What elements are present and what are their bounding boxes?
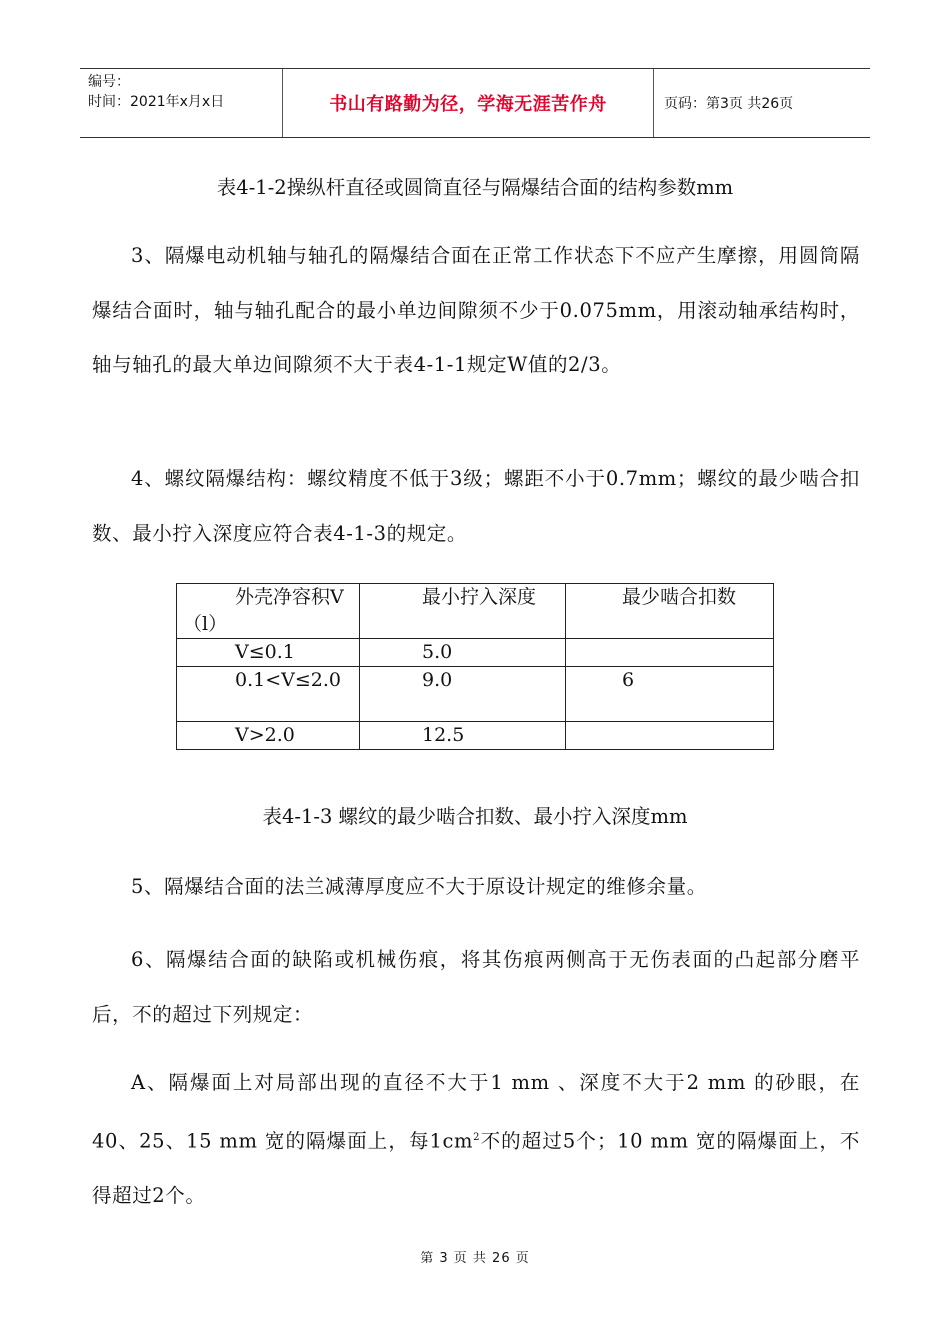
paragraph-a bbox=[92, 1056, 860, 1223]
header-motto: 书山有路勤为径，学海无涯苦作舟 bbox=[283, 69, 654, 137]
paragraph-a-part2: 不的超过5个；10 mm 宽的隔爆面上，不得超过2个。 bbox=[92, 1129, 860, 1207]
cell-threads: 6 bbox=[566, 667, 774, 722]
table-row bbox=[177, 722, 774, 750]
header-page-code: 页码：第3页 共26页 bbox=[664, 96, 794, 112]
header-volume: 外壳净容积V（l） bbox=[177, 584, 360, 639]
time-label: 时间：2021年x月x日 bbox=[88, 94, 225, 110]
header-threads: 最少啮合扣数 bbox=[566, 584, 774, 639]
paragraph-5: 5、隔爆结合面的法兰减薄厚度应不大于原设计规定的维修余量。 bbox=[131, 875, 707, 898]
page-footer: 第 3 页 共 26 页 bbox=[420, 1251, 530, 1266]
cell-volume: 0.1<V≤2.0 bbox=[177, 667, 360, 722]
cell-threads bbox=[566, 639, 774, 667]
cell-depth: 5.0 bbox=[360, 639, 566, 667]
table-4-1-3-caption: 表4-1-3 螺纹的最少啮合扣数、最小拧入深度mm bbox=[262, 805, 688, 828]
paragraph-6: 6、隔爆结合面的缺陷或机械伤痕，将其伤痕两侧高于无伤表面的凸起部分磨平后，不的超过下列规定： bbox=[92, 948, 860, 1026]
paragraph-a-part1: A、隔爆面上对局部出现的直径不大于1 mm 、深度不大于2 mm 的砂眼，在40、25、15 mm 宽的隔爆面上，每1cm bbox=[92, 1071, 860, 1152]
cell-depth: 9.0 bbox=[360, 667, 566, 722]
paragraph-3: 3、隔爆电动机轴与轴孔的隔爆结合面在正常工作状态下不应产生摩擦，用圆筒隔爆结合面时，轴与轴孔配合的最小单边间隙须不少于0.075mm，用滚动轴承结构时，轴与轴孔的最大单边间隙须不大于表4-1-1规定W值的2/3。 bbox=[92, 244, 860, 376]
cell-depth: 12.5 bbox=[360, 722, 566, 750]
cell-volume: V≤0.1 bbox=[177, 639, 360, 667]
cell-volume: V>2.0 bbox=[177, 722, 360, 750]
cell-threads bbox=[566, 722, 774, 750]
table-row bbox=[177, 667, 774, 722]
superscript-2: 2 bbox=[473, 1131, 481, 1143]
paragraph-4: 4、螺纹隔爆结构：螺纹精度不低于3级；螺距不小于0.7mm；螺纹的最少啮合扣数、最小拧入深度应符合表4-1-3的规定。 bbox=[92, 467, 860, 545]
table-row bbox=[177, 639, 774, 667]
thread-table bbox=[176, 583, 774, 750]
header-meta bbox=[80, 69, 283, 137]
table-header-row bbox=[177, 584, 774, 639]
header-depth: 最小拧入深度 bbox=[360, 584, 566, 639]
page-header bbox=[80, 68, 870, 138]
table-4-1-2-caption: 表4-1-2操纵杆直径或圆筒直径与隔爆结合面的结构参数mm bbox=[216, 176, 734, 199]
number-label: 编号： bbox=[88, 74, 130, 90]
